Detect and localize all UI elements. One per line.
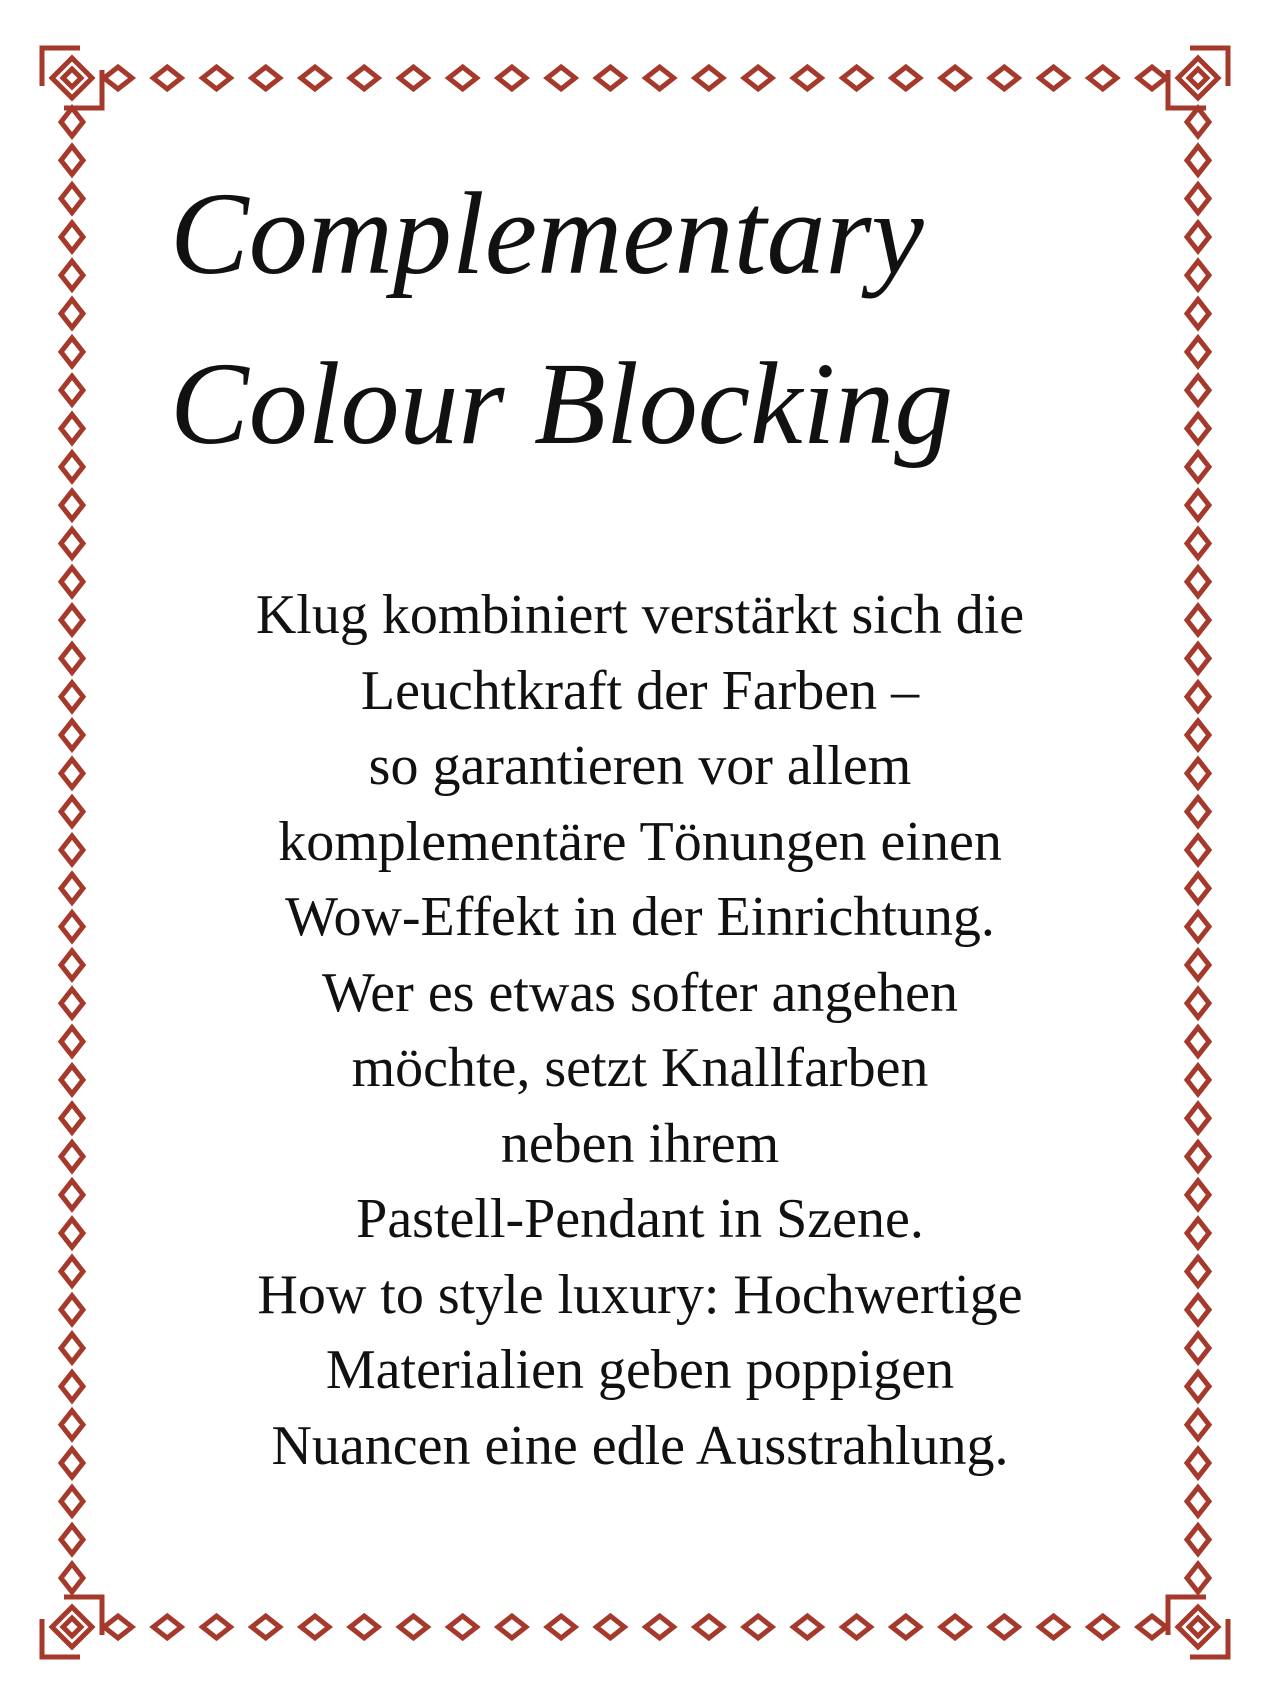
border-diamond — [941, 67, 969, 89]
border-diamond — [744, 67, 772, 89]
border-diamond — [61, 300, 83, 328]
border-diamond — [1187, 1181, 1209, 1209]
border-diamond — [252, 1616, 280, 1638]
border-diamond — [1187, 1334, 1209, 1362]
border-diamond — [301, 67, 329, 89]
border-diamond — [843, 67, 871, 89]
border-diamond — [744, 1616, 772, 1638]
body-line: How to style luxury: Hochwertige — [257, 1263, 1023, 1326]
border-diamond — [61, 453, 83, 481]
border-diamond — [1187, 1564, 1209, 1592]
border-diamond — [61, 644, 83, 672]
border-diamond — [547, 1616, 575, 1638]
border-diamond — [1187, 300, 1209, 328]
border-diamond — [1187, 1104, 1209, 1132]
border-diamond — [892, 67, 920, 89]
border-diamond — [498, 1616, 526, 1638]
border-diamond — [1187, 223, 1209, 251]
border-diamond — [61, 874, 83, 902]
border-diamond — [1187, 1296, 1209, 1324]
border-diamond — [892, 1616, 920, 1638]
border-diamond — [104, 67, 132, 89]
border-diamond — [793, 1616, 821, 1638]
border-diamond — [1040, 67, 1068, 89]
border-diamond — [61, 1487, 83, 1515]
corner-ornament — [1168, 1597, 1228, 1657]
border-diamond — [1187, 1487, 1209, 1515]
border-diamond — [990, 1616, 1018, 1638]
border-diamond — [596, 1616, 624, 1638]
border-diamond — [61, 836, 83, 864]
border-diamond — [61, 1334, 83, 1362]
border-diamond — [202, 1616, 230, 1638]
border-diamond — [61, 951, 83, 979]
border-diamond — [61, 491, 83, 519]
border-diamond — [596, 67, 624, 89]
body-line: Wer es etwas softer angehen — [321, 961, 959, 1024]
border-diamond — [1187, 108, 1209, 136]
body-line: Leuchtkraft der Farben – — [360, 659, 920, 722]
border-diamond — [646, 67, 674, 89]
border-diamond — [61, 146, 83, 174]
body-line: Nuancen eine edle Ausstrahlung. — [271, 1414, 1009, 1477]
border-diamond — [61, 798, 83, 826]
border-diamond — [1187, 721, 1209, 749]
border-diamond — [1187, 874, 1209, 902]
border-diamond — [1187, 415, 1209, 443]
border-diamond — [153, 1616, 181, 1638]
border-diamond — [1187, 1143, 1209, 1171]
border-diamond — [301, 1616, 329, 1638]
border-diamond — [1187, 759, 1209, 787]
border-diamond — [498, 67, 526, 89]
border-diamond — [1089, 67, 1117, 89]
corner-ornament — [1168, 48, 1228, 108]
border-diamond — [61, 1219, 83, 1247]
body-line: Materialien geben poppigen — [325, 1339, 955, 1401]
border-diamond — [153, 67, 181, 89]
border-diamond — [61, 1104, 83, 1132]
corner-ornament — [42, 48, 102, 108]
border-diamond — [1187, 261, 1209, 289]
corner-ornament — [42, 1597, 102, 1657]
border-diamond — [104, 1616, 132, 1638]
border-diamond — [350, 67, 378, 89]
body-paragraph — [120, 578, 1160, 1484]
border-diamond — [990, 67, 1018, 89]
border-diamond — [61, 683, 83, 711]
border-diamond — [399, 67, 427, 89]
border-diamond — [61, 338, 83, 366]
body-line: komplementäre Tönungen einen — [278, 810, 1002, 873]
border-diamond — [1187, 798, 1209, 826]
title-line-1: Complementary — [170, 168, 924, 299]
body-line: Pastell-Pendant in Szene. — [356, 1188, 924, 1250]
border-diamond — [1187, 951, 1209, 979]
border-diamond — [695, 67, 723, 89]
border-diamond — [202, 67, 230, 89]
border-diamond — [1187, 568, 1209, 596]
border-diamond — [61, 261, 83, 289]
border-diamond — [793, 67, 821, 89]
border-diamond — [61, 108, 83, 136]
border-diamond — [547, 67, 575, 89]
body-line: so garantieren vor allem — [368, 735, 912, 797]
border-diamond — [399, 1616, 427, 1638]
border-diamond — [1187, 529, 1209, 557]
border-diamond — [61, 223, 83, 251]
border-diamond — [1187, 1257, 1209, 1285]
border-diamond — [61, 185, 83, 213]
border-diamond — [61, 1028, 83, 1056]
border-diamond — [61, 1372, 83, 1400]
border-diamond — [61, 989, 83, 1017]
border-diamond — [61, 913, 83, 941]
border-diamond — [61, 1257, 83, 1285]
border-diamond — [1187, 1219, 1209, 1247]
border-diamond — [1187, 338, 1209, 366]
border-diamond — [61, 1296, 83, 1324]
border-diamond — [61, 1143, 83, 1171]
border-diamond — [61, 1066, 83, 1094]
border-diamond — [1187, 1028, 1209, 1056]
border-diamond — [1187, 146, 1209, 174]
border-diamond — [1187, 376, 1209, 404]
border-diamond — [1187, 453, 1209, 481]
border-diamond — [61, 1564, 83, 1592]
border-diamond — [61, 1411, 83, 1439]
border-diamond — [61, 568, 83, 596]
border-diamond — [61, 759, 83, 787]
border-diamond — [843, 1616, 871, 1638]
border-diamond — [1187, 185, 1209, 213]
body-line: Wow-Effekt in der Einrichtung. — [285, 886, 995, 948]
border-diamond — [449, 1616, 477, 1638]
border-diamond — [1187, 1066, 1209, 1094]
border-diamond — [646, 1616, 674, 1638]
border-diamond — [61, 606, 83, 634]
border-diamond — [1187, 989, 1209, 1017]
border-diamond — [1187, 836, 1209, 864]
border-diamond — [1187, 1449, 1209, 1477]
border-diamond — [1187, 491, 1209, 519]
border-diamond — [61, 1526, 83, 1554]
border-diamond — [449, 67, 477, 89]
border-diamond — [941, 1616, 969, 1638]
border-diamond — [1089, 1616, 1117, 1638]
border-diamond — [61, 1181, 83, 1209]
border-diamond — [1040, 1616, 1068, 1638]
border-diamond — [1187, 1526, 1209, 1554]
border-diamond — [1187, 644, 1209, 672]
border-diamond — [61, 415, 83, 443]
border-diamond — [695, 1616, 723, 1638]
border-diamond — [1187, 606, 1209, 634]
border-diamond — [1187, 683, 1209, 711]
border-diamond — [61, 721, 83, 749]
border-diamond — [61, 1449, 83, 1477]
border-diamond — [1138, 1616, 1166, 1638]
border-diamond — [1138, 67, 1166, 89]
body-line: möchte, setzt Knallfarben — [351, 1037, 929, 1099]
border-diamond — [61, 529, 83, 557]
border-diamond — [252, 67, 280, 89]
body-line: Klug kombiniert verstärkt sich die — [255, 584, 1025, 646]
title-line-2: Colour Blocking — [170, 338, 954, 469]
border-diamond — [1187, 1372, 1209, 1400]
body-line: neben ihrem — [500, 1112, 780, 1175]
border-diamond — [1187, 1411, 1209, 1439]
border-diamond — [61, 376, 83, 404]
border-diamond — [1187, 913, 1209, 941]
border-diamond — [350, 1616, 378, 1638]
